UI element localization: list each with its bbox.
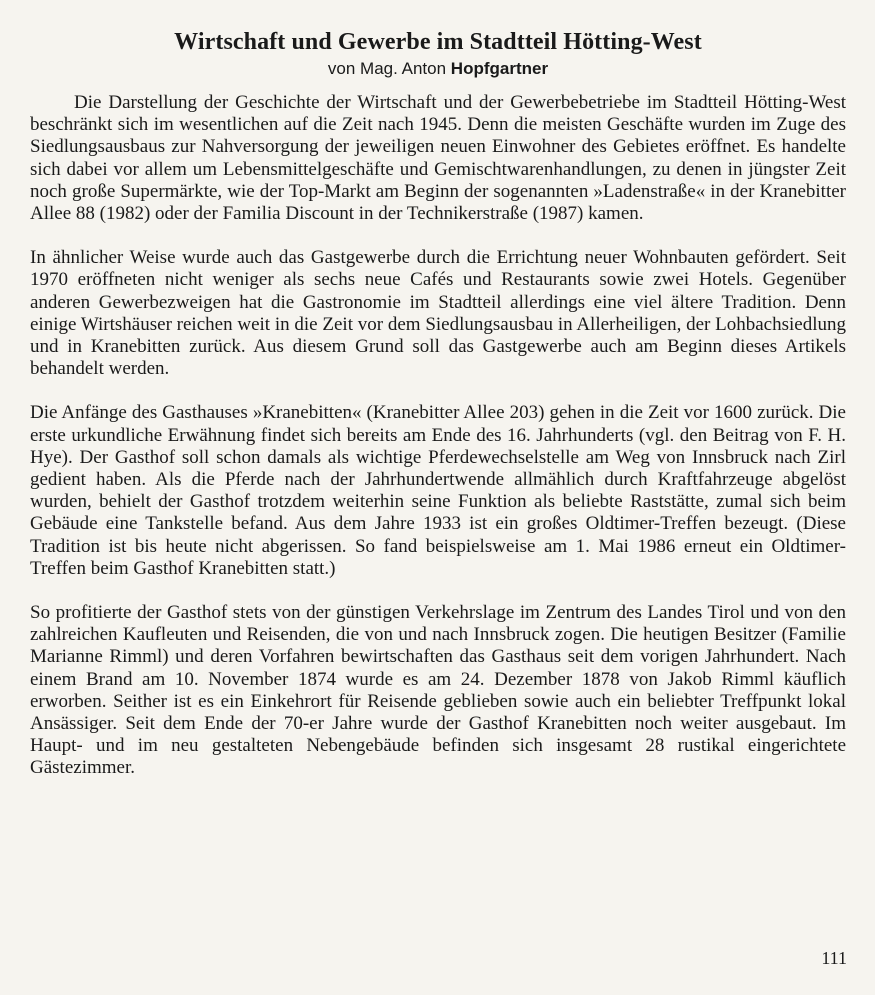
document-page [30, 28, 846, 802]
article-title: Wirtschaft und Gewerbe im Stadtteil Hötting-West [174, 29, 702, 55]
page-number: 111 [821, 948, 847, 968]
author-surname: Hopfgartner [450, 59, 549, 78]
paragraph-1: Die Darstellung der Geschichte der Wirtschaft und der Gewerbebetriebe im Stadtteil Hötting-West beschränkt sich im wesentlichen auf die Zeit nach 1945. Denn die meisten Geschäfte wurden im Zuge des Siedlungsausbaus zur Nahversorgung der jeweiligen neuen Einwohner des Gebietes eröffnet. Es handelte sich dabei vor allem um Lebensmittelgeschäfte und Gemischtwarenhandlungen, zu denen in jüngster Zeit noch große Supermärkte, wie der Top-Markt am Beginn der sogenannten »Ladenstraße« in der Kranebitter Allee 88 (1982) oder der Familia Discount in der Technikerstraße (1987) kamen. [30, 92, 846, 225]
byline-prefix: von Mag. Anton [327, 59, 451, 78]
article-body [30, 92, 846, 780]
paragraph-2: In ähnlicher Weise wurde auch das Gastgewerbe durch die Errichtung neuer Wohnbauten gefördert. Seit 1970 eröffneten nicht weniger als sechs neue Cafés und Restaurants sowie zwei Hotels. Gegenüber anderen Gewerbezweigen hat die Gastronomie im Stadtteil allerdings eine viel ältere Tradition. Denn einige Wirtshäuser reichen weit in die Zeit vor dem Siedlungsausbau in Allerheiligen, der Lohbachsiedlung und in Kranebitten zurück. Aus diesem Grund soll das Gastgewerbe auch am Beginn dieses Artikels behandelt werden. [30, 247, 846, 380]
paragraph-4: So profitierte der Gasthof stets von der günstigen Verkehrslage im Zentrum des Landes Tirol und von den zahlreichen Kaufleuten und Reisenden, die von und nach Innsbruck zogen. Die heutigen Besitzer (Familie Marianne Rimml) und deren Vorfahren bewirtschaften das Gasthaus seit dem vorigen Jahrhundert. Nach einem Brand am 10. November 1874 wurde es am 24. Dezember 1878 von Jakob Rimml käuflich erworben. Seither ist es ein Einkehrort für Reisende geblieben sowie auch ein beliebter Treffpunkt lokal Ansässiger. Seit dem Ende der 70-er Jahre wurde der Gasthof Kranebitten noch weiter ausgebaut. Im Haupt- und im neu gestalteten Nebengebäude befinden sich insgesamt 28 rustikal eingerichtete Gästezimmer. [30, 602, 846, 779]
paragraph-3: Die Anfänge des Gasthauses »Kranebitten« (Kranebitter Allee 203) gehen in die Zeit vor 1600 zurück. Die erste urkundliche Erwähnung findet sich bereits am Ende des 16. Jahrhunderts (vgl. den Beitrag von F. H. Hye). Der Gasthof soll schon damals als wichtige Pferdewechselstelle am Weg von Innsbruck nach Zirl gedient haben. Als die Pferde nach der Jahrhundertwende allmählich durch Kraftfahrzeuge abgelöst wurden, behielt der Gasthof trotzdem weiterhin seine Funktion als beliebte Raststätte, zumal sich beim Gebäude eine Tankstelle befand. Aus dem Jahre 1933 ist ein großes Oldtimer-Treffen bezeugt. (Diese Tradition ist bis heute nicht abgerissen. So fand beispielsweise am 1. Mai 1986 erneut ein Oldtimer-Treffen beim Gasthof Kranebitten statt.) [30, 402, 846, 579]
article-byline [30, 58, 846, 80]
